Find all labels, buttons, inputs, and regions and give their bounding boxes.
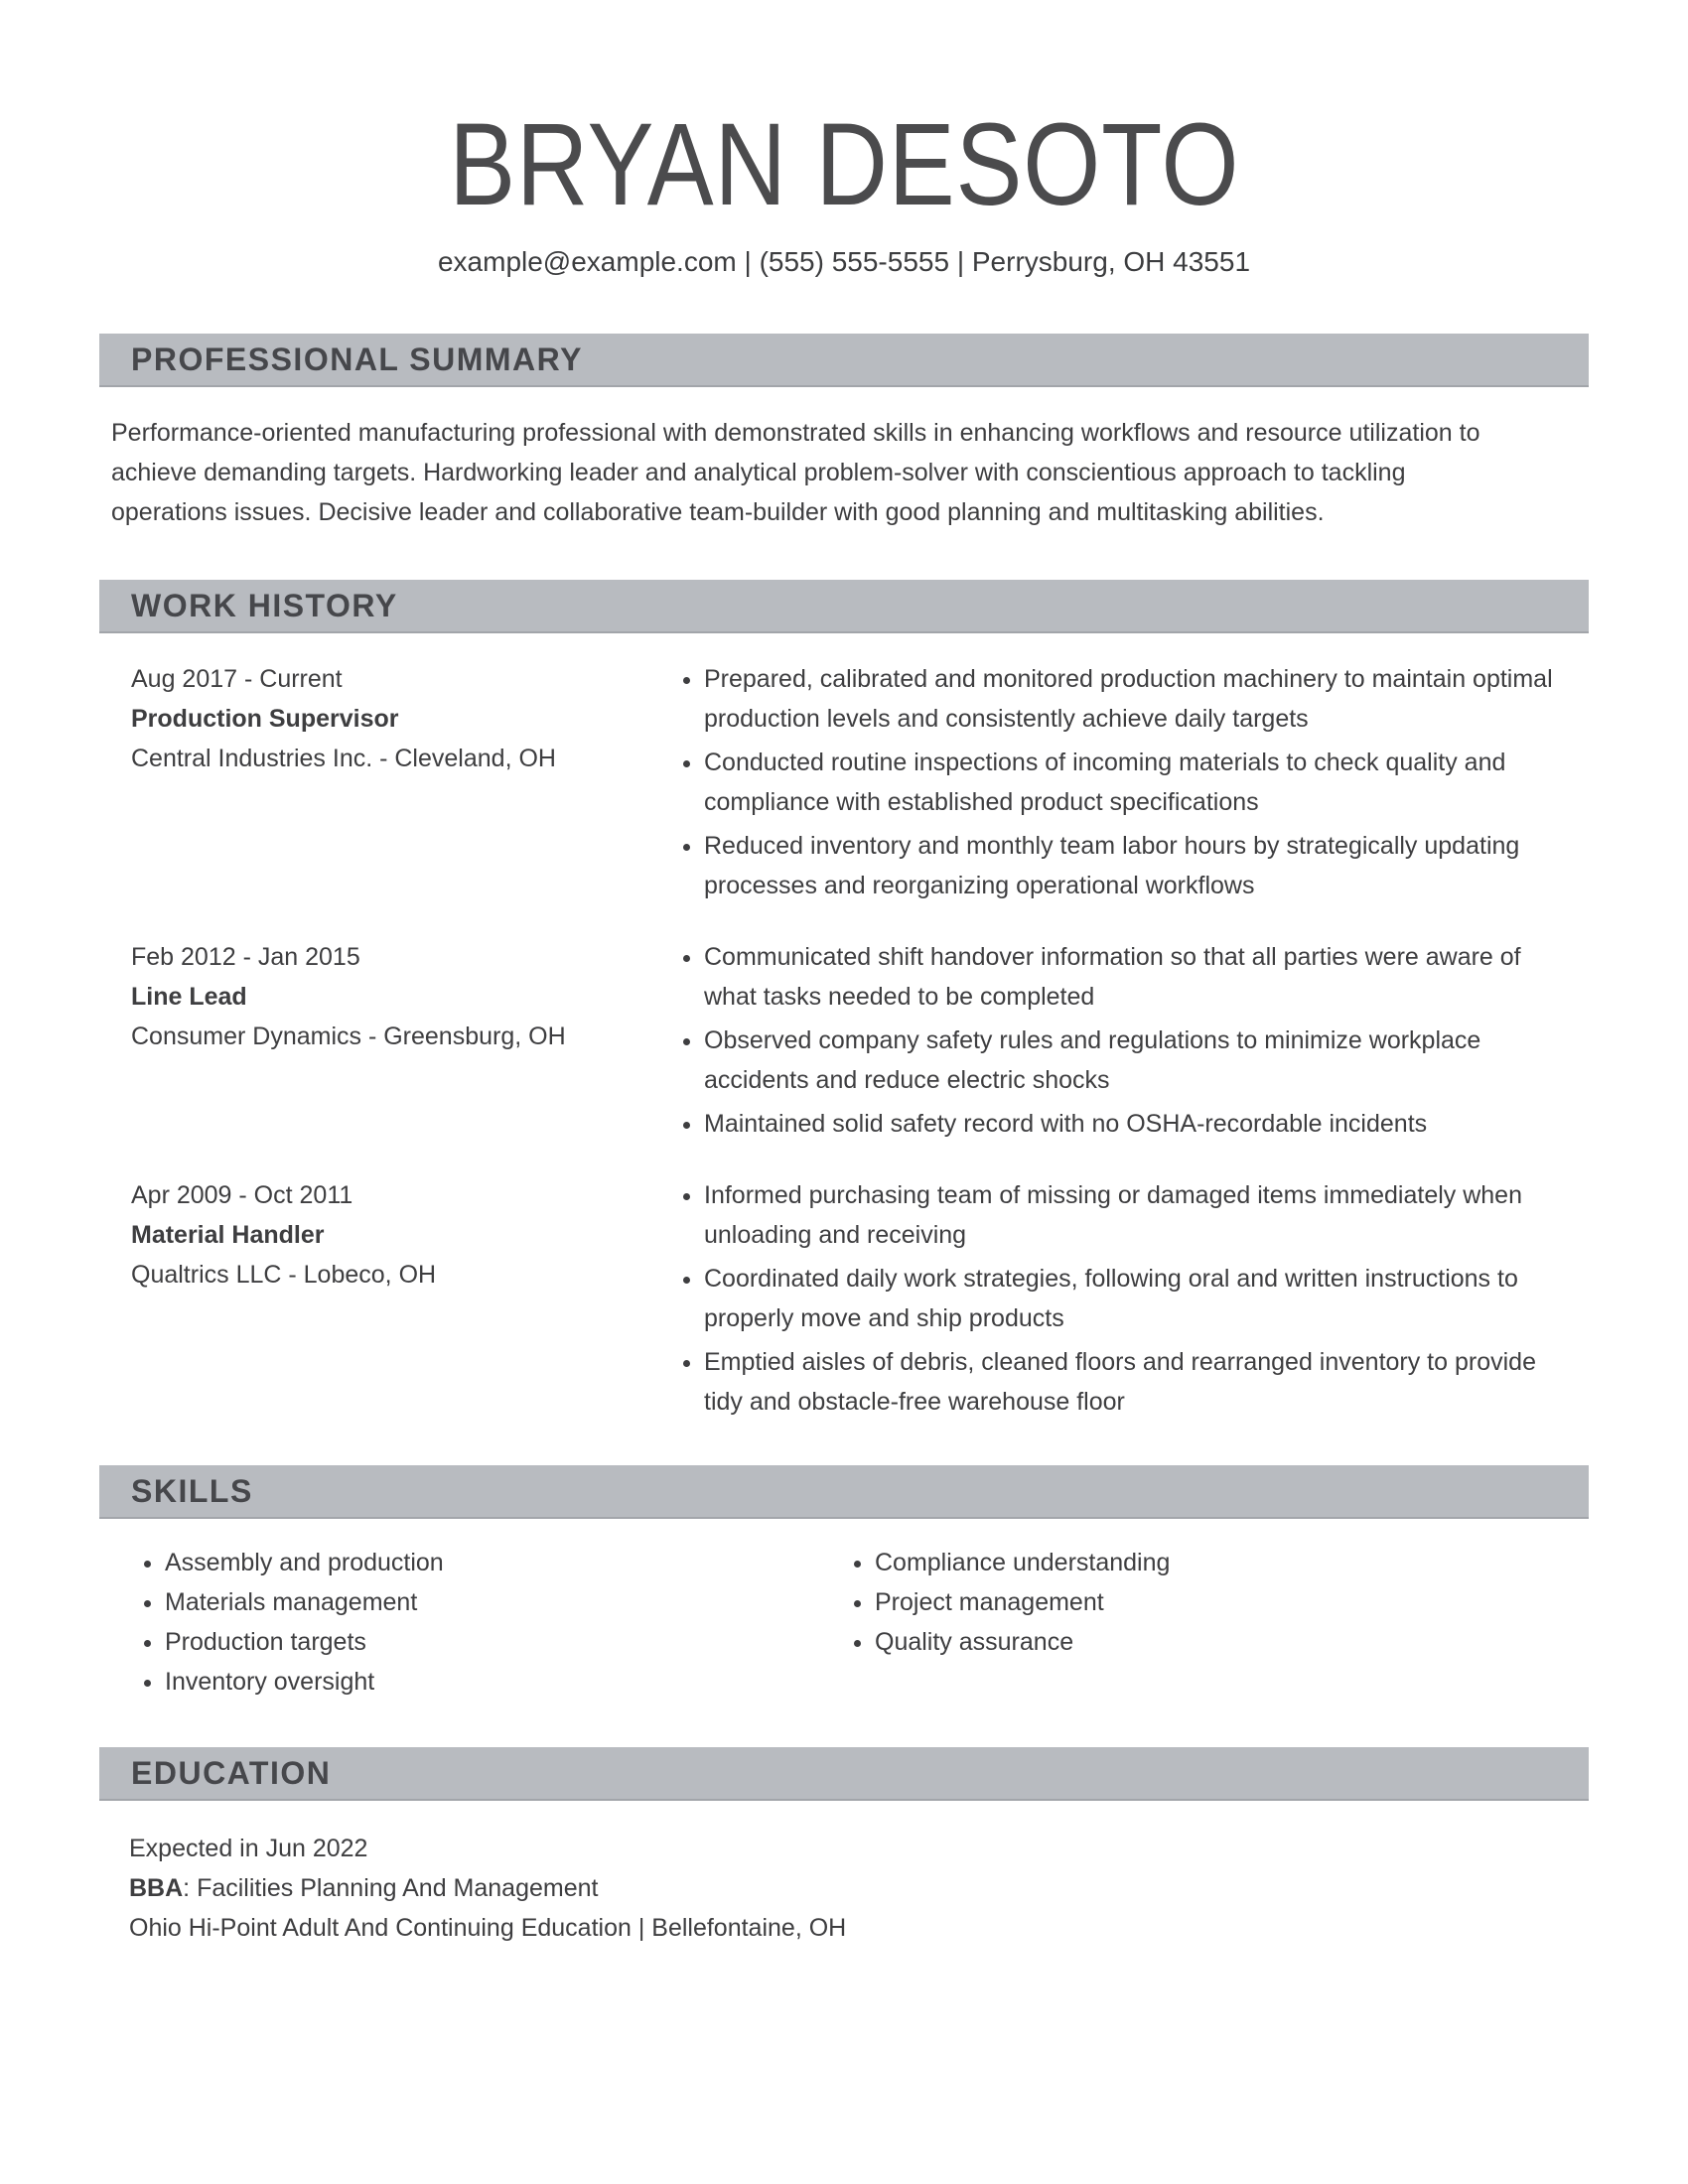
job-bullet: • Maintained solid safety record with no OSHA-recordable incidents: [704, 1104, 1569, 1144]
skill-item: • Assembly and production: [165, 1543, 831, 1582]
job-dates: Feb 2012 - Jan 2015: [131, 943, 360, 972]
job-bullet: • Prepared, calibrated and monitored production machinery to maintain optimal production levels and consistently achieve daily targets: [704, 659, 1569, 739]
skill-item: • Quality assurance: [875, 1622, 1579, 1662]
job-dates: Aug 2017 - Current: [131, 665, 343, 694]
section-heading-professional-summary: PROFESSIONAL SUMMARY: [99, 334, 1589, 387]
job-entry: [131, 659, 1589, 909]
job-meta: [131, 1175, 682, 1426]
job-bullet: • Communicated shift handover information so that all parties were aware of what tasks needed to be completed: [704, 937, 1569, 1017]
work-history-list: [131, 659, 1589, 1426]
job-meta: [131, 659, 682, 909]
job-bullet: • Informed purchasing team of missing or damaged items immediately when unloading and receiving: [704, 1175, 1569, 1255]
skill-item: • Inventory oversight: [165, 1662, 831, 1702]
job-bullet: • Coordinated daily work strategies, following oral and written instructions to properly move and ship products: [704, 1259, 1569, 1338]
education-degree: BBA: [129, 1874, 184, 1903]
job-bullet-list: [682, 937, 1589, 1148]
summary-paragraph: Performance-oriented manufacturing professional with demonstrated skills in enhancing workflows and resource utilization to achieve demanding targets. Hardworking leader and analytical problem-solver with conscientious approach to tackling operations issues. Decisive leader and collaborative team-builder with good planning and multitasking abilities.: [111, 419, 1480, 527]
job-bullet: • Emptied aisles of debris, cleaned floors and rearranged inventory to provide tidy and obstacle-free warehouse floor: [704, 1342, 1569, 1422]
skill-item: • Project management: [875, 1582, 1579, 1622]
skills-columns: [131, 1543, 1589, 1702]
skill-item: • Materials management: [165, 1582, 831, 1622]
skills-column-2: [851, 1543, 1589, 1702]
job-company: Consumer Dynamics - Greensburg, OH: [131, 1023, 566, 1051]
job-bullet: • Observed company safety rules and regulations to minimize workplace accidents and reduce electric shocks: [704, 1021, 1569, 1100]
resume-header: [99, 99, 1589, 230]
job-title: Production Supervisor: [131, 705, 399, 734]
job-entry: [131, 937, 1589, 1148]
section-heading-skills: SKILLS: [99, 1465, 1589, 1519]
education-school: Ohio Hi-Point Adult And Continuing Education | Bellefontaine, OH: [129, 1914, 847, 1943]
education-degree-field: : Facilities Planning And Management: [183, 1874, 599, 1903]
job-title: Material Handler: [131, 1221, 325, 1250]
job-entry: [131, 1175, 1589, 1426]
education-entry: [129, 1829, 1589, 1948]
education-date: Expected in Jun 2022: [129, 1835, 368, 1863]
skill-item: • Production targets: [165, 1622, 831, 1662]
section-heading-work-history: WORK HISTORY: [99, 580, 1589, 633]
contact-line: example@example.com | (555) 555-5555 | Perrysburg, OH 43551: [437, 246, 1251, 278]
candidate-name: BRYAN DESOTO: [448, 99, 1240, 230]
job-company: Central Industries Inc. - Cleveland, OH: [131, 745, 556, 773]
job-meta: [131, 937, 682, 1148]
skills-column-1: [141, 1543, 841, 1702]
job-bullet-list: [682, 659, 1589, 909]
job-dates: Apr 2009 - Oct 2011: [131, 1181, 353, 1210]
job-title: Line Lead: [131, 983, 247, 1012]
section-heading-education: EDUCATION: [99, 1747, 1589, 1801]
skill-item: • Compliance understanding: [875, 1543, 1579, 1582]
job-bullet: • Conducted routine inspections of incoming materials to check quality and compliance with established product specifications: [704, 743, 1569, 822]
job-bullet: • Reduced inventory and monthly team labor hours by strategically updating processes and reorganizing operational workflows: [704, 826, 1569, 905]
job-company: Qualtrics LLC - Lobeco, OH: [131, 1261, 437, 1290]
education-degree-line: [129, 1868, 1589, 1908]
job-bullet-list: [682, 1175, 1589, 1426]
